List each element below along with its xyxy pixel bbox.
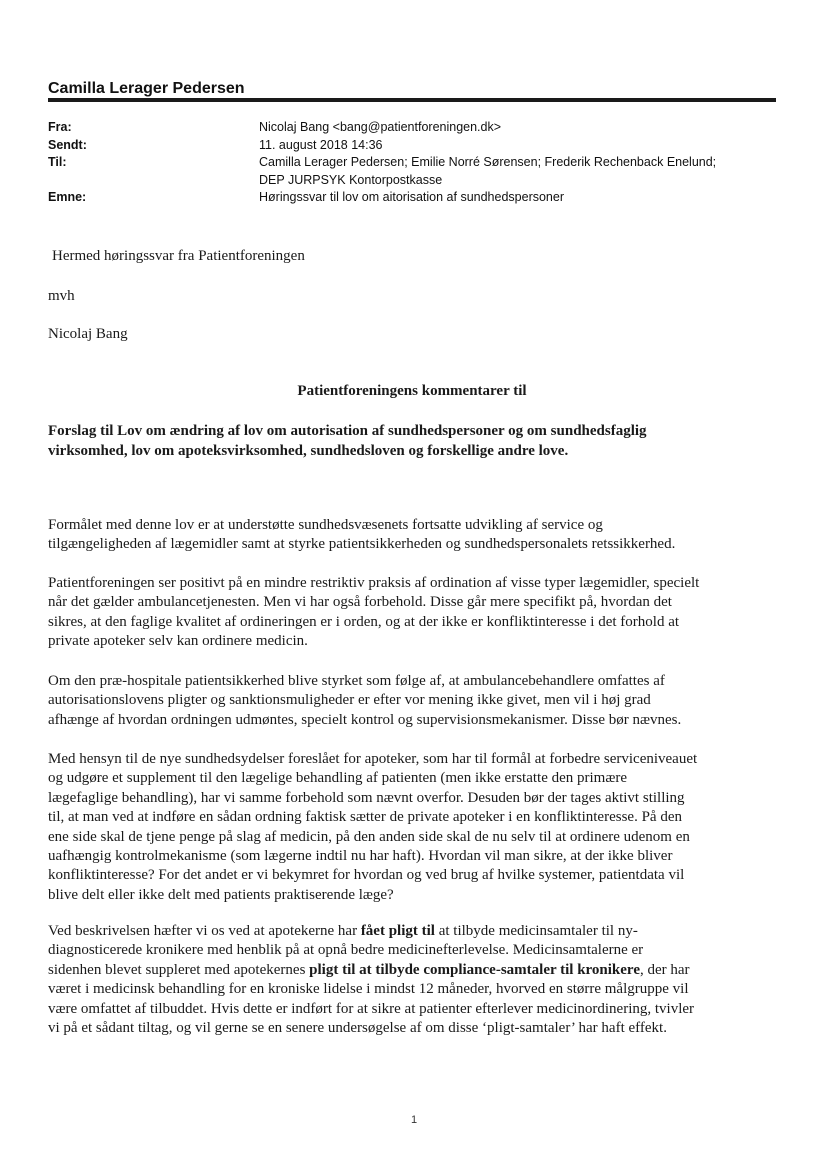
- document-title: Patientforeningens kommentarer til: [297, 383, 527, 399]
- paragraph-purpose: [48, 516, 783, 555]
- paragraph-prehospital: [48, 672, 783, 730]
- paragraph-line: konfliktinteresse? For det andet er vi bekymret for hvordan og ved brug af hvilke systemer, patientdata vil: [48, 867, 685, 884]
- bold-span: pligt til at tilbyde compliance-samtaler til kronikere: [309, 961, 640, 978]
- paragraph-line: blive delt eller ikke delt med patients praktiserende læge?: [48, 886, 394, 903]
- paragraph-line: Med hensyn til de nye sundhedsydelser foreslået for apoteker, som har til formål at forbedre serviceniveauet: [48, 751, 698, 767]
- text-span: sidenhen blevet suppleret med apotekernes: [48, 961, 310, 978]
- paragraph-line: ene side skal de tjene penge på slag af medicin, på den anden side skal de nu selv til at ordinere udenom en: [48, 828, 690, 845]
- from-label: Fra:: [48, 120, 72, 134]
- page-number: 1: [410, 1114, 418, 1126]
- subtitle-line: virksomhed, lov om apoteksvirksomhed, sundhedsloven og forskellige andre love.: [48, 443, 569, 459]
- paragraph-pharmacy-services: [48, 750, 783, 905]
- paragraph-line: Om den præ-hospitale patientsikkerhed blive styrket som følge af, at ambulancebehandlere omfattes af: [48, 673, 665, 689]
- to-line: DEP JURPSYK Kontorpostkasse: [259, 172, 443, 187]
- bold-span: fået pligt til: [360, 923, 435, 939]
- paragraph-line: autorisationslovens pligter og sanktionsmuligheder er efter vor mening ikke givet, men vil i høj grad: [48, 692, 651, 709]
- paragraph-line: diagnosticerede kronikere med henblik på at opnå bedre medicinefterlevelse. Medicinsamtalerne er: [48, 942, 644, 959]
- to-row: [48, 154, 778, 189]
- from-row: [48, 119, 778, 137]
- to-label: Til:: [48, 155, 67, 169]
- paragraph-line: afhænge af hvordan ordningen udmøntes, specielt kontrol og supervisionsmekanismer. Disse bør nævnes.: [48, 711, 682, 728]
- header-rule: [48, 98, 776, 102]
- from-value: Nicolaj Bang <bang@patientforeningen.dk>: [259, 120, 502, 134]
- paragraph-line: været i medicinsk behandling for en kroniske lidelse i mindst 12 måneder, hvorved en større målgruppe vil: [48, 981, 689, 998]
- paragraph-line: og udgøre et supplement til den lægelige behandling af patienten (men ikke erstatte den primære: [48, 770, 627, 787]
- text-span: , der har: [639, 961, 690, 978]
- sent-label: Sendt:: [48, 137, 87, 152]
- subtitle-line: Forslag til Lov om ændring af lov om autorisation af sundhedspersoner og om sundhedsfaglig: [48, 423, 647, 439]
- paragraph-line: til, at man ved at indføre en sådan ordning faktisk sætter de private apoteker i en konfliktinteresse. På den: [48, 809, 682, 826]
- to-value: [259, 154, 778, 189]
- paragraph-line: [48, 922, 783, 941]
- text-span: Ved beskrivelsen hæfter vi os ved at apotekerne har: [48, 923, 361, 939]
- document-subtitle: [48, 421, 748, 461]
- paragraph-line: Formålet med denne lov er at understøtte sundhedsvæsenets fortsatte udvikling af service og: [48, 517, 603, 533]
- subject-label: Emne:: [48, 190, 87, 204]
- to-line: Camilla Lerager Pedersen; Emilie Norré Sørensen; Frederik Rechenback Enelund;: [259, 155, 717, 169]
- email-header: [48, 119, 778, 207]
- paragraph-line: vi på et sådant tiltag, og vil gerne se en senere undersøgelse af om disse ‘pligt-samtaler’ har haft effekt.: [48, 1020, 667, 1037]
- paragraph-line: sikres, at den faglige kvalitet af ordineringen er i orden, og at der ikke er konfliktinteresse i det forhold at: [48, 613, 680, 630]
- sent-row: [48, 137, 778, 155]
- paragraph-line: lægefaglige behandling), har vi samme forbehold som nævnt overfor. Desuden bør der tages aktivt stilling: [48, 789, 685, 806]
- paragraph-line: uafhængig kontrolmekanisme (som lægerne indtil nu har haft). Hvordan vil man sikre, at der ikke bliver: [48, 848, 673, 865]
- email-owner-name: Camilla Lerager Pedersen: [48, 80, 245, 97]
- paragraph-line: når det gælder ambulancetjenesten. Men vi har også forbehold. Disse går mere specifikt på, hvordan det: [48, 594, 672, 611]
- paragraph-line: tilgængeligheden af lægemidler samt at styrke patientsikkerheden og sundhedspersonalets retssikkerhed.: [48, 536, 676, 553]
- paragraph-line: private apoteker selv kan ordinere medicin.: [48, 633, 308, 650]
- paragraph-ordination: [48, 574, 783, 652]
- paragraph-line: være omfattet af tilbuddet. Hvis dette er indført for at sikre at patienter efterlever medicinordinering, tvivler: [48, 1000, 695, 1017]
- closing-text: mvh: [48, 288, 75, 304]
- paragraph-line: [48, 961, 783, 980]
- paragraph-medicine-talks: [48, 922, 783, 1038]
- text-span: at tilbyde medicinsamtaler til ny-: [434, 923, 638, 939]
- paragraph-line: Patientforeningen ser positivt på en mindre restriktiv praksis af ordination af visse typer lægemidler, specielt: [48, 575, 700, 591]
- signer-name: Nicolaj Bang: [48, 326, 128, 342]
- intro-text: Hermed høringssvar fra Patientforeningen: [52, 248, 305, 264]
- subject-row: [48, 189, 778, 207]
- sent-value: 11. august 2018 14:36: [259, 137, 383, 152]
- subject-value: Høringssvar til lov om aitorisation af sundhedspersoner: [259, 190, 564, 204]
